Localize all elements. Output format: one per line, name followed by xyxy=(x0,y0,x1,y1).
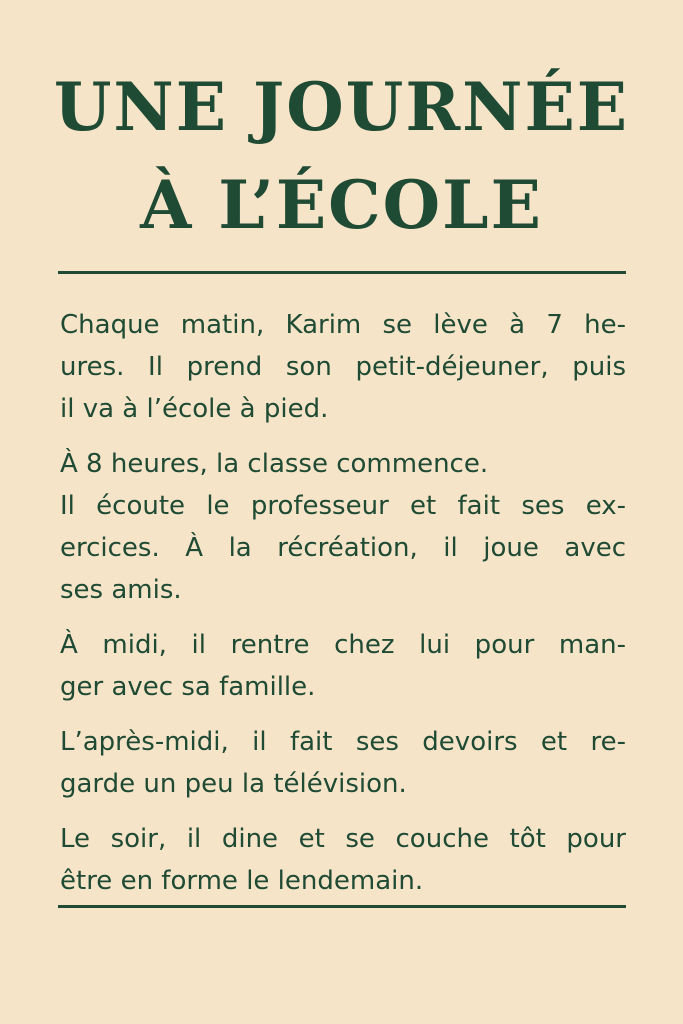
title-line-1: UNE JOURNÉE xyxy=(53,68,630,146)
paragraph-line: ger avec sa famille. xyxy=(60,672,316,702)
paragraph-line: garde un peu la télévision. xyxy=(60,769,407,799)
paragraph-line: ercices. À la récréation, il joue avec xyxy=(60,533,626,563)
paragraph-3 xyxy=(60,624,626,708)
paragraph-line: L’après-midi, il fait ses devoirs et re- xyxy=(60,727,626,757)
paragraph-2 xyxy=(60,443,626,611)
paragraph-5 xyxy=(60,818,626,902)
paragraph-line: être en forme le lendemain. xyxy=(60,866,424,896)
paragraph-line: Le soir, il dine et se couche tôt pour xyxy=(60,824,626,854)
paragraph-line: À 8 heures, la classe commence. xyxy=(60,449,489,479)
top-divider xyxy=(58,271,626,274)
paragraph-4 xyxy=(60,721,626,805)
paragraph-line: Chaque matin, Karim se lève à 7 he- xyxy=(60,310,626,340)
bottom-divider xyxy=(58,905,626,908)
paragraph-line: ures. Il prend son petit-déjeuner, puis xyxy=(60,352,626,382)
paragraph-line: ses amis. xyxy=(60,575,182,605)
title-line-2: À L’ÉCOLE xyxy=(140,166,543,244)
story-text xyxy=(60,304,626,915)
paragraph-line: il va à l’école à pied. xyxy=(60,394,329,424)
paragraph-1 xyxy=(60,304,626,430)
paragraph-line: À midi, il rentre chez lui pour man- xyxy=(60,630,626,660)
paragraph-line: Il écoute le professeur et fait ses ex- xyxy=(60,491,626,521)
